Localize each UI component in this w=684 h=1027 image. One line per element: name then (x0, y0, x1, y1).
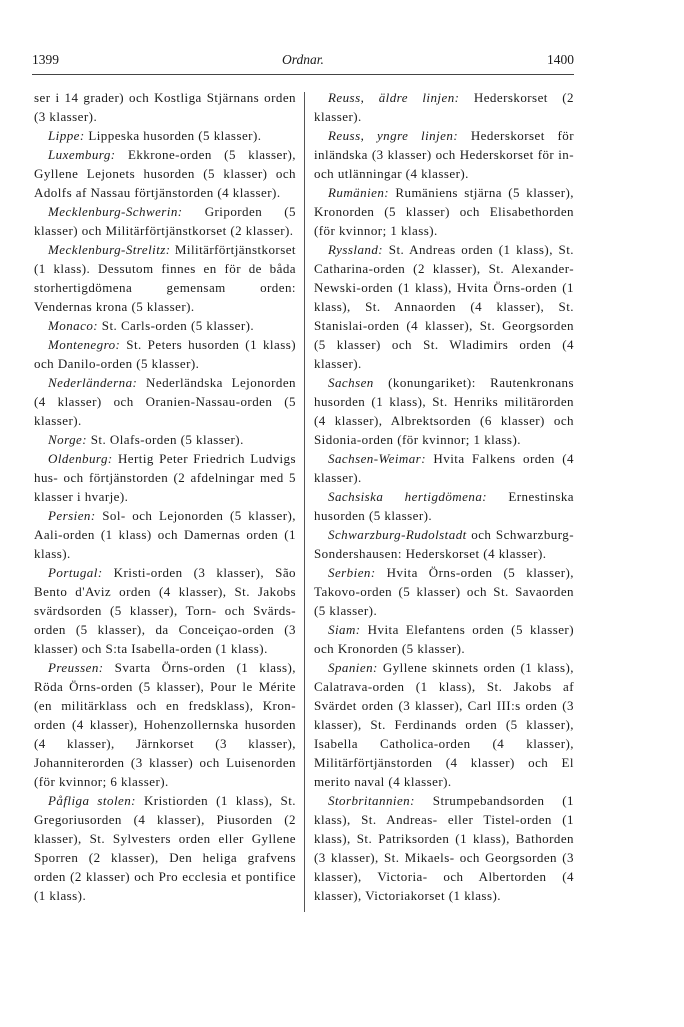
country-entry: Montenegro: St. Peters husorden (1 klass) och Danilo-orden (5 klasser). (34, 337, 297, 371)
country-entry: Luxemburg: Ekkrone-orden (5 klasser), Gyllene Lejonets husorden (5 klasser) och Adolfs af Nassau förtjänstorden (4 klasser). (34, 147, 296, 200)
country-entry: Portugal: Kristi-orden (3 klasser), São Bento d'Aviz orden (4 klasser), St. Jakobs svärdsorden (5 klasser), Torn- och Svärds-orden (5 klasser), da Conceiçao-orden (3 klasser) och S:ta Isabella-orden (1 klass). (34, 565, 296, 656)
country-entry: Reuss, äldre linjen: Hederskorset (2 klasser). (314, 90, 574, 124)
column-divider (304, 92, 305, 912)
country-entry: Norge: St. Olafs-orden (5 klasser). (48, 432, 244, 447)
country-entry: Sachsen (konungariket): Rautenkronans husorden (1 klass), St. Henriks militärorden (4 klasser), Albrektsorden (6 klasser) och Sidonia-orden (för kvinnor; 1 klass). (314, 375, 574, 447)
country-entry: Mecklenburg-Strelitz: Militärförtjänstkorset (1 klass). Dessutom finnes en för de båda storhertigdömena gemensam orden: Vendernas krona (5 klasser). (34, 242, 296, 314)
country-entry: Påfliga stolen: Kristiorden (1 klass), St. Gregoriusorden (4 klasser), Piusorden (2 klasser), St. Sylvesters orden eller Gyllene Sporren (2 klasser), Den heliga grafvens orden (2 klasser) och Pro ecclesia et pontifice (1 klass). (34, 793, 296, 903)
left-column (34, 88, 296, 905)
country-entry: Schwarzburg-Rudolstadt och Schwarzburg-Sondershausen: Hederskorset (4 klasser). (314, 527, 574, 561)
country-entry: Rumänien: Rumäniens stjärna (5 klasser), Kronorden (5 klasser) och Elisabethorden (för kvinnor; 1 klass). (314, 185, 575, 238)
country-entry: Sachsiska hertigdömena: Ernestinska husorden (5 klasser). (314, 489, 574, 523)
country-entry: Sachsen-Weimar: Hvita Falkens orden (4 klasser). (314, 451, 575, 485)
country-entry: Siam: Hvita Elefantens orden (5 klasser) och Kronorden (5 klasser). (314, 622, 574, 656)
right-page-number: 1400 (547, 52, 574, 67)
country-entry: Serbien: Hvita Örns-orden (5 klasser), Takovo-orden (5 klasser) och St. Savaorden (5 klasser). (314, 565, 574, 618)
country-entry: Storbritannien: Strumpebandsorden (1 klass), St. Andreas- eller Tistel-orden (1 klass), St. Patriksorden (1 klass), Bathorden (3 klasser), St. Mikaels- och Georgsorden (3 klasser), Victoria- och Albertorden (4 klasser), Victoriakorset (1 klass). (314, 793, 574, 903)
country-entry: Spanien: Gyllene skinnets orden (1 klass), Calatrava-orden (1 klass), St. Jakobs af Svärdet orden (3 klasser), Carl III:s orden (3 klasser), St. Ferdinands orden (5 klasser), Isabella Catholica-orden (4 klasser), Militärförtjänstorden (4 klasser) och El merito naval (4 klasser). (314, 660, 574, 789)
right-column (314, 88, 574, 905)
country-entry: Persien: Sol- och Lejonorden (5 klasser), Aali-orden (1 klass) och Damernas orden (1 klass). (34, 508, 296, 561)
country-entry: Lippe: Lippeska husorden (5 klasser). (48, 128, 262, 143)
country-entry: ser i 14 grader) och Kostliga Stjärnans orden (3 klasser). (34, 90, 296, 124)
page-header (32, 52, 574, 72)
country-entry: Monaco: St. Carls-orden (5 klasser). (48, 318, 255, 333)
country-entry: Mecklenburg-Schwerin: Griporden (5 klasser) och Militärförtjänstkorset (2 klasser). (34, 204, 296, 238)
country-entry: Oldenburg: Hertig Peter Friedrich Ludvigs hus- och förtjänstorden (2 afdelningar med 5 klasser i hvarje). (34, 451, 297, 504)
country-entry: Ryssland: St. Andreas orden (1 klass), St. Catharina-orden (2 klasser), St. Alexander-Newski-orden (1 klass), Hvita Örns-orden (1 klass), St. Annaorden (4 klasser), St. Stanislai-orden (4 klasser), St. Georgsorden (5 klasser) och St. Wladimirs orden (4 klasser). (314, 242, 574, 371)
running-title: Ordnar. (282, 52, 324, 67)
country-entry: Preussen: Svarta Örns-orden (1 klass), Röda Örns-orden (5 klasser), Pour le Mérite (en militärklass och en fredsklass), Kron-orden (4 klasser), Hohenzollernska husorden (4 klasser), Järnkorset (3 klasser), Johanniterorden (3 klasser) och Luisenorden (för kvinnor; 6 klasser). (34, 660, 296, 789)
country-entry: Reuss, yngre linjen: Hederskorset för inländska (3 klasser) och Hederskorset för in- och utlänningar (4 klasser). (314, 128, 574, 181)
country-entry: Nederländerna: Nederländska Lejonorden (4 klasser) och Oranien-Nassau-orden (5 klasser). (34, 375, 296, 428)
header-rule (32, 74, 574, 75)
left-page-number: 1399 (32, 52, 59, 67)
